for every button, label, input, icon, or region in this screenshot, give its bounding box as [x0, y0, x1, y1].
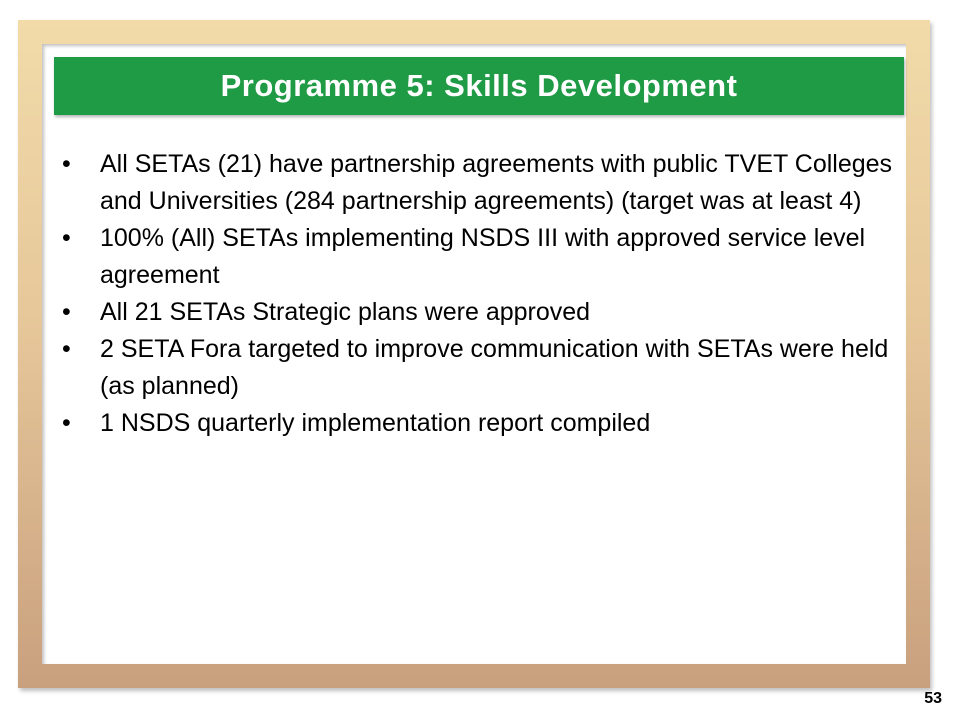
bullet-item	[62, 146, 902, 220]
bullet-text: All 21 SETAs Strategic plans were approved	[100, 298, 591, 326]
bullet-item	[62, 294, 902, 331]
bullet-point-icon: •	[62, 224, 71, 252]
slide-title: Programme 5: Skills Development	[220, 68, 738, 103]
bullet-item	[62, 220, 902, 294]
page-number: 53	[924, 690, 942, 707]
bullet-item	[62, 405, 902, 442]
bullet-point-icon: •	[62, 409, 71, 437]
bullet-item	[62, 331, 902, 405]
bullet-text: All SETAs (21) have partnership agreements with public TVET Colleges and Universities (284 partnership agreements) (target was at least 4)	[100, 150, 893, 215]
bullet-text: 100% (All) SETAs implementing NSDS III with approved service level agreement	[100, 224, 866, 289]
bullet-point-icon: •	[62, 150, 71, 178]
bullet-list	[62, 146, 902, 442]
title-bar	[54, 57, 904, 115]
bullet-text: 2 SETA Fora targeted to improve communication with SETAs were held (as planned)	[100, 335, 889, 400]
bullet-point-icon: •	[62, 335, 71, 363]
bullet-text: 1 NSDS quarterly implementation report compiled	[100, 409, 651, 437]
bullet-point-icon: •	[62, 298, 71, 326]
